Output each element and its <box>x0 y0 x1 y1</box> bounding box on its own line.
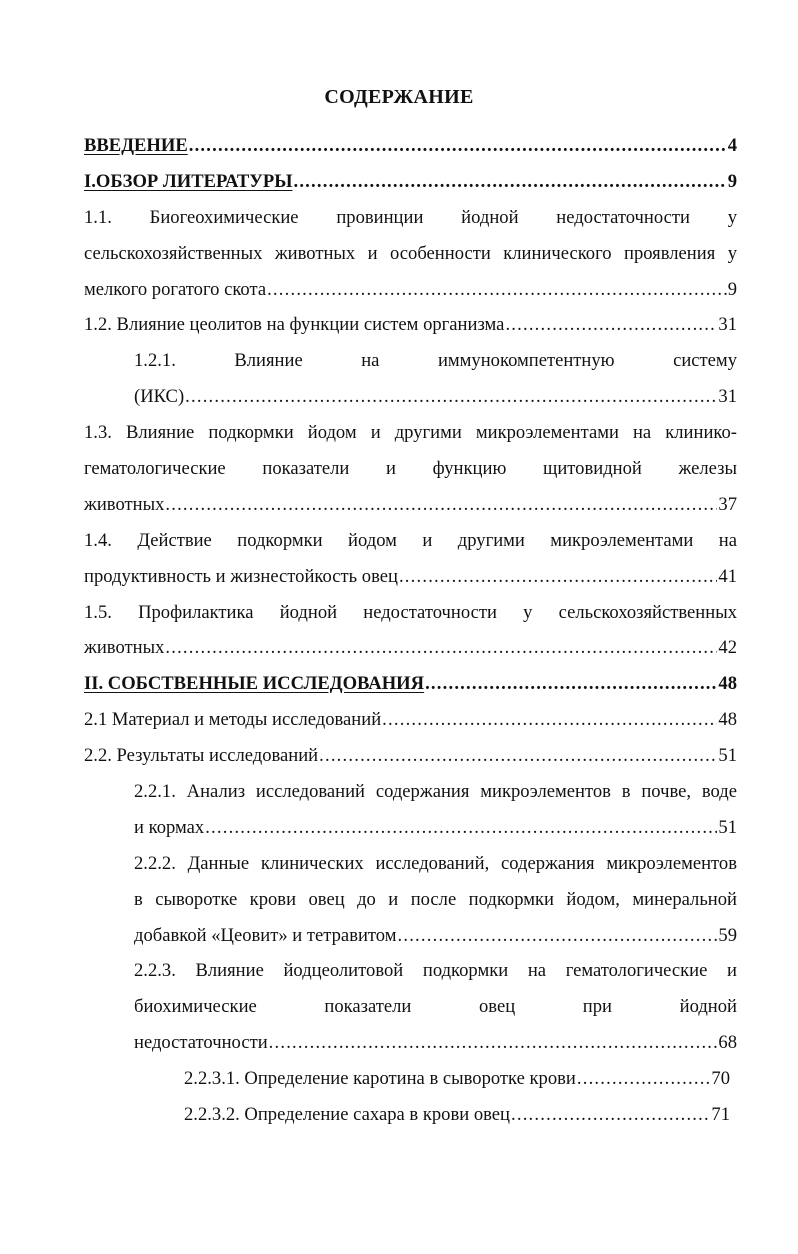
toc-entry-text-line: 1.4. Действие подкормки йодом и другими микроэлементами на <box>84 529 737 551</box>
toc-entry-title: I.ОБЗОР ЛИТЕРАТУРЫ <box>84 170 293 192</box>
toc-entry-2-2 <box>0 738 798 774</box>
toc-page-number: 59 <box>718 924 737 946</box>
toc-entry-1-2-1 <box>0 343 798 415</box>
toc-entry-own-research <box>0 666 798 702</box>
dot-leader <box>505 307 717 343</box>
dot-leader <box>165 630 717 666</box>
toc-entry-text-line: гематологические показатели и функцию щитовидной железы <box>84 458 737 480</box>
dot-leader <box>399 559 717 595</box>
toc-entry-last-line <box>0 379 798 415</box>
toc-entry-2-2-3-1 <box>0 1061 798 1097</box>
table-of-contents <box>0 128 798 1133</box>
toc-page-number: 51 <box>718 745 737 767</box>
toc-page-number: 9 <box>727 170 737 192</box>
toc-entry-last-line <box>0 810 798 846</box>
toc-entry-title: 1.2. Влияние цеолитов на функции систем организма <box>84 314 505 336</box>
toc-page-number: 48 <box>718 709 737 731</box>
toc-entry-title: мелкого рогатого скота <box>84 278 267 300</box>
toc-entry-1-2 <box>0 307 798 343</box>
toc-entry-last-line <box>0 918 798 954</box>
toc-entry-title: 2.1 Материал и методы исследований <box>84 709 382 731</box>
toc-page-number: 68 <box>718 1032 737 1054</box>
dot-leader <box>189 128 727 164</box>
toc-entry-text-line: 2.2.1. Анализ исследований содержания микроэлементов в почве, воде <box>134 781 737 803</box>
toc-entry-title: и кормах <box>134 816 205 838</box>
toc-page-number: 71 <box>711 1104 730 1126</box>
toc-entry-last-line <box>0 559 798 595</box>
toc-entry-2-2-3-2 <box>0 1097 798 1133</box>
dot-leader <box>165 487 717 523</box>
dot-leader <box>382 702 717 738</box>
toc-entry-1-5 <box>0 595 798 667</box>
toc-entry-title: 2.2.3.2. Определение сахара в крови овец <box>184 1104 510 1126</box>
toc-page-number: 31 <box>718 386 737 408</box>
toc-entry-last-line <box>0 487 798 523</box>
toc-entry-title: продуктивность и жизнестойкость овец <box>84 565 398 587</box>
dot-leader <box>398 918 718 954</box>
dot-leader <box>577 1061 711 1097</box>
toc-page-number: 51 <box>718 816 737 838</box>
toc-page-number: 48 <box>718 673 737 695</box>
dot-leader <box>293 164 726 200</box>
toc-entry-text-line: 1.5. Профилактика йодной недостаточности у сельскохозяйственных <box>84 601 737 623</box>
toc-entry-last-line <box>0 1025 798 1061</box>
toc-entry-last-line <box>0 630 798 666</box>
toc-page-number: 70 <box>711 1068 730 1090</box>
toc-page-number: 41 <box>718 565 737 587</box>
toc-entry-text-line: в сыворотке крови овец до и после подкормки йодом, минеральной <box>134 888 737 910</box>
dot-leader <box>185 379 717 415</box>
toc-page-number: 37 <box>718 493 737 515</box>
toc-entry-title: добавкой «Цеовит» и тетравитом <box>134 924 397 946</box>
toc-entry-title: 2.2. Результаты исследований <box>84 745 319 767</box>
toc-entry-2-1 <box>0 702 798 738</box>
toc-page-number: 9 <box>727 278 737 300</box>
dot-leader <box>425 666 717 702</box>
toc-page-number: 31 <box>718 314 737 336</box>
toc-entry-text-line: сельскохозяйственных животных и особенности клинического проявления у <box>84 242 737 264</box>
toc-entry-text-line: 1.1. Биогеохимические провинции йодной недостаточности у <box>84 206 737 228</box>
toc-entry-title: животных <box>84 493 165 515</box>
toc-entry-last-line <box>0 272 798 308</box>
toc-entry-text-line: 1.3. Влияние подкормки йодом и другими микроэлементами на клинико- <box>84 422 737 444</box>
toc-entry-introduction <box>0 128 798 164</box>
page-title: СОДЕРЖАНИЕ <box>324 86 474 108</box>
toc-entry-text-line: 2.2.3. Влияние йодцеолитовой подкормки на гематологические и <box>134 960 737 982</box>
toc-page-number: 4 <box>727 135 737 156</box>
toc-entry-title: (ИКС) <box>134 386 185 408</box>
toc-entry-2-2-2 <box>0 846 798 954</box>
toc-entry-title: недостаточности <box>134 1032 268 1054</box>
toc-entry-title: 2.2.3.1. Определение каротина в сыворотке крови <box>184 1068 576 1090</box>
toc-entry-literature-review <box>0 164 798 200</box>
toc-entry-title: II. СОБСТВЕННЫЕ ИССЛЕДОВАНИЯ <box>84 673 425 695</box>
dot-leader <box>205 810 717 846</box>
dot-leader <box>511 1097 710 1133</box>
toc-entry-1-1 <box>0 200 798 308</box>
toc-entry-text-line: биохимические показатели овец при йодной <box>134 996 737 1018</box>
dot-leader <box>269 1025 718 1061</box>
toc-page-number: 42 <box>718 637 737 659</box>
toc-entry-2-2-1 <box>0 774 798 846</box>
toc-entry-title: животных <box>84 637 165 659</box>
toc-entry-title: ВВЕДЕНИЕ <box>84 135 188 156</box>
dot-leader <box>319 738 717 774</box>
toc-entry-text-line: 2.2.2. Данные клинических исследований, содержания микроэлементов <box>134 852 737 874</box>
dot-leader <box>267 272 727 308</box>
toc-entry-2-2-3 <box>0 953 798 1061</box>
toc-entry-1-3 <box>0 415 798 523</box>
toc-entry-text-line: 1.2.1. Влияние на иммунокомпетентную систему <box>134 350 737 372</box>
toc-entry-1-4 <box>0 523 798 595</box>
